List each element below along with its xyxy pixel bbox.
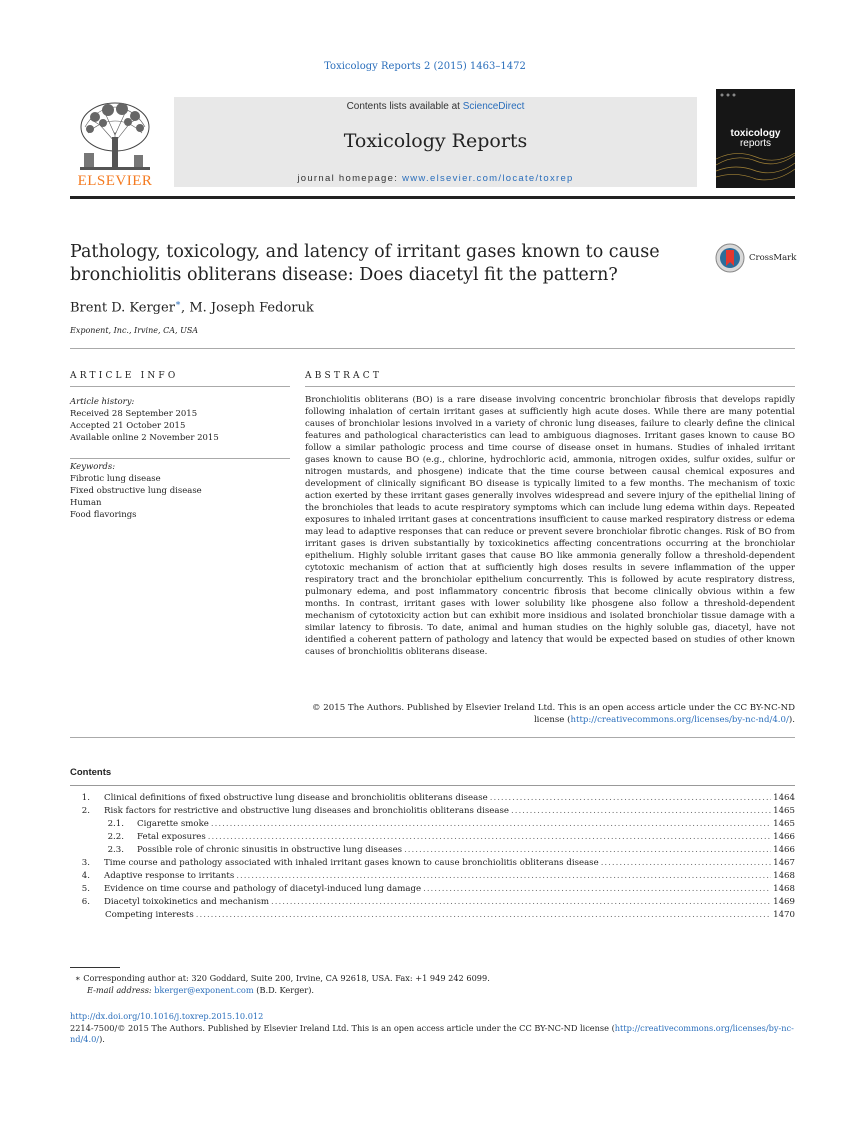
toc-number: 2.1. (107, 819, 124, 829)
toc-title: Clinical definitions of fixed obstructive lung disease and bronchiolitis obliterans disease (104, 793, 488, 803)
email-link[interactable]: bkerger@exponent.com (154, 985, 254, 995)
toc-page: 1466 (773, 845, 795, 855)
toc-entry[interactable] (70, 871, 795, 884)
crossmark-badge[interactable] (715, 243, 795, 273)
toc-title: Fetal exposures (137, 832, 206, 842)
cover-title-sub: reports (739, 138, 772, 149)
toc-entry[interactable] (70, 806, 795, 819)
homepage-link[interactable]: www.elsevier.com/locate/toxrep (402, 173, 574, 184)
keyword: Fibrotic lung disease (70, 474, 161, 484)
email-label: E-mail address: (87, 985, 152, 995)
doi-and-license (70, 1011, 795, 1046)
toc-entry[interactable] (70, 845, 795, 858)
keyword: Food flavorings (70, 510, 137, 520)
contents-available-line (174, 101, 697, 112)
corresponding-author-note (75, 972, 795, 984)
author-list (70, 299, 314, 315)
elsevier-logo (70, 97, 160, 190)
journal-title: Toxicology Reports (343, 130, 528, 152)
elsevier-tree-icon (70, 97, 160, 175)
keywords (70, 461, 290, 521)
toc-entry[interactable] (70, 793, 795, 806)
corresponding-author-mark[interactable]: ∗ (174, 299, 182, 309)
toc-leader (511, 806, 771, 816)
copyright-end: ). (788, 715, 795, 725)
footnote-mark: ∗ (75, 973, 81, 983)
license-link[interactable]: http://creativecommons.org/licenses/by-nc-nd/4.0/ (570, 715, 789, 725)
paper-title: Pathology, toxicology, and latency of irritant gases known to cause bronchiolitis obliterans disease: Does diacetyl fit the pattern? (70, 242, 660, 285)
toc-entry[interactable] (70, 832, 795, 845)
toc-leader (196, 910, 771, 920)
history-label: Article history: (70, 397, 135, 407)
abstract-heading: ABSTRACT (305, 371, 383, 381)
toc-page: 1468 (773, 884, 795, 894)
homepage-label: journal homepage: (297, 173, 403, 184)
toc-entry[interactable] (70, 897, 795, 910)
keyword: Human (70, 498, 102, 508)
toc-entry[interactable] (70, 884, 795, 897)
toc-number: 2. (81, 806, 90, 816)
toc-number: 5. (81, 884, 90, 894)
bottom-license (70, 1023, 795, 1046)
toc-number: 2.3. (107, 845, 124, 855)
toc-title: Competing interests (105, 910, 194, 920)
toc-number: 2.2. (107, 832, 124, 842)
keyword: Fixed obstructive lung disease (70, 486, 202, 496)
toc-number: 4. (81, 871, 90, 881)
sciencedirect-link[interactable]: ScienceDirect (462, 101, 525, 112)
bottom-license-link[interactable]: http://creativecommons.org/licenses/by-nc-nd/4.0/ (70, 1022, 794, 1044)
abstract-text: Bronchiolitis obliterans (BO) is a rare disease involving concentric bronchiolar fibrosis that develops rapidly following inhalation of certain irritant gases at sufficiently high acute doses. While there are many potential causes of bronchiolar lesions involved in a variety of chronic lung diseases, failure to clearly define the clinical features and pathological characteristics can lead to ambiguous diagnoses. Irritant gases known to cause BO follow a similar pathologic process and time course of disease onset in humans. Studies of inhaled irritant gases known to cause BO (e.g., chlorine, hydrochloric acid, ammonia, nitrogen oxides, sulfur oxides, sulfur or nitrogen mustards, and phosgene) indicate that the time course between causal chemical exposures and development of clinically significant BO disease is typically limited to a few months. The mechanism of toxic action exerted by these irritant gases generally involves widespread and severe injury of the epithelial lining of the bronchioles that leads to acute respiratory symptoms which can include lung edema within days. Repeated exposures to inhaled irritant gases at concentrations insufficient to cause marked respiratory distress or edema may lead to adaptive responses that can reduce or prevent severe bronchiolar fibrotic changes. Risk of BO from irritant gases is driven substantially by toxicokinetics affecting concentrations occurring at the bronchiolar epithelium. Highly soluble irritant gases that cause BO like ammonia generally follow a threshold-dependent cytotoxic mechanism of action that at sufficiently high doses results in severe inflammation of the upper respiratory tract and the bronchiolar epithelium concurrently. This is followed by acute respiratory distress, pulmonary edema, and post inflammatory concentric fibrosis that become clinically obvious within a few months. In contrast, irritant gases with lower solubility like phosgene also follow a threshold-dependent mechanism of cytotoxicity action but can exhibit more insidious and isolated bronchiolar tissue damage with a similar latency to fibrosis. To date, animal and human studies on the highly soluble gas, diacetyl, have not identified a coherent pattern of pathology and latency that would be expected based on studies of other known causes of bronchiolitis obliterans disease. (305, 395, 795, 657)
crossmark-icon (715, 243, 745, 273)
history-online: Available online 2 November 2015 (70, 433, 219, 443)
toc-leader (404, 845, 771, 855)
toc-page: 1469 (773, 897, 795, 907)
elsevier-wordmark: ELSEVIER (77, 173, 153, 189)
divider (70, 785, 795, 786)
toc-entry[interactable] (70, 910, 795, 923)
toc-leader (271, 897, 771, 907)
doi-link[interactable]: http://dx.doi.org/10.1016/j.toxrep.2015.10.012 (70, 1011, 264, 1021)
toc-title: Time course and pathology associated with inhaled irritant gases known to cause bronchiolitis obliterans disease (104, 858, 599, 868)
copyright-text: © 2015 The Authors. Published by Elsevier Ireland Ltd. This is an open access article under the CC BY-NC-ND license ( (311, 703, 795, 725)
toc-page: 1465 (773, 806, 795, 816)
crossmark-label: CrossMark (749, 253, 797, 263)
toc-number: 1. (81, 793, 90, 803)
cover-title-main: toxicology (730, 128, 781, 139)
journal-reference[interactable]: Toxicology Reports 2 (2015) 1463–1472 (324, 61, 526, 72)
contents-title: Contents (70, 767, 112, 778)
keywords-label: Keywords: (70, 462, 116, 472)
divider (70, 737, 795, 738)
toc-leader (423, 884, 771, 894)
toc-leader (208, 832, 771, 842)
author-separator: , (181, 300, 190, 316)
toc-leader (236, 871, 771, 881)
toc-title: Possible role of chronic sinusitis in obstructive lung diseases (137, 845, 403, 855)
journal-cover (716, 89, 795, 188)
cover-title (716, 129, 795, 149)
divider (305, 386, 795, 387)
toc-page: 1470 (773, 910, 795, 920)
bottom-license-end: ). (99, 1034, 105, 1044)
author-fedoruk: M. Joseph Fedoruk (189, 300, 314, 316)
toc-title: Diacetyl toixokinetics and mechanism (104, 897, 270, 907)
divider (70, 458, 290, 459)
history-received: Received 28 September 2015 (70, 409, 198, 419)
header-divider (70, 196, 795, 199)
toc-page: 1466 (773, 832, 795, 842)
corresponding-text: Corresponding author at: 320 Goddard, Suite 200, Irvine, CA 92618, USA. Fax: +1 949 242 6099. (83, 973, 490, 983)
toc-title: Risk factors for restrictive and obstructive lung diseases and bronchiolitis obliterans disease (104, 806, 509, 816)
toc-entry[interactable] (70, 819, 795, 832)
toc-number: 6. (81, 897, 90, 907)
toc-title: Cigarette smoke (137, 819, 209, 829)
bottom-license-text: 2214-7500/© 2015 The Authors. Published by Elsevier Ireland Ltd. This is an open access article under the CC BY-NC-ND license ( (70, 1022, 615, 1033)
toc-number: 3. (81, 858, 90, 868)
article-info-heading: ARTICLE INFO (70, 371, 179, 381)
toc-page: 1467 (773, 858, 795, 868)
toc-page: 1464 (773, 793, 795, 803)
divider (70, 348, 795, 349)
toc-title: Evidence on time course and pathology of diacetyl-induced lung damage (104, 884, 422, 894)
divider (70, 386, 290, 387)
article-history (70, 396, 290, 444)
toc-page: 1468 (773, 871, 795, 881)
toc-title: Adaptive response to irritants (104, 871, 235, 881)
toc-leader (211, 819, 771, 829)
abstract-copyright (305, 702, 795, 726)
footnote (75, 972, 795, 996)
journal-banner (174, 97, 697, 187)
toc-leader (601, 858, 771, 868)
toc-entry[interactable] (70, 858, 795, 871)
email-suffix: (B.D. Kerger). (256, 985, 314, 995)
table-of-contents (70, 793, 795, 923)
toc-page: 1465 (773, 819, 795, 829)
toc-leader (490, 793, 771, 803)
history-accepted: Accepted 21 October 2015 (70, 421, 186, 431)
author-kerger: Brent D. Kerger (70, 300, 175, 316)
journal-homepage (174, 173, 697, 184)
affiliation: Exponent, Inc., Irvine, CA, USA (70, 326, 199, 335)
footnote-rule (70, 967, 120, 968)
contents-prefix: Contents lists available at (346, 101, 463, 112)
email-line (75, 984, 795, 996)
